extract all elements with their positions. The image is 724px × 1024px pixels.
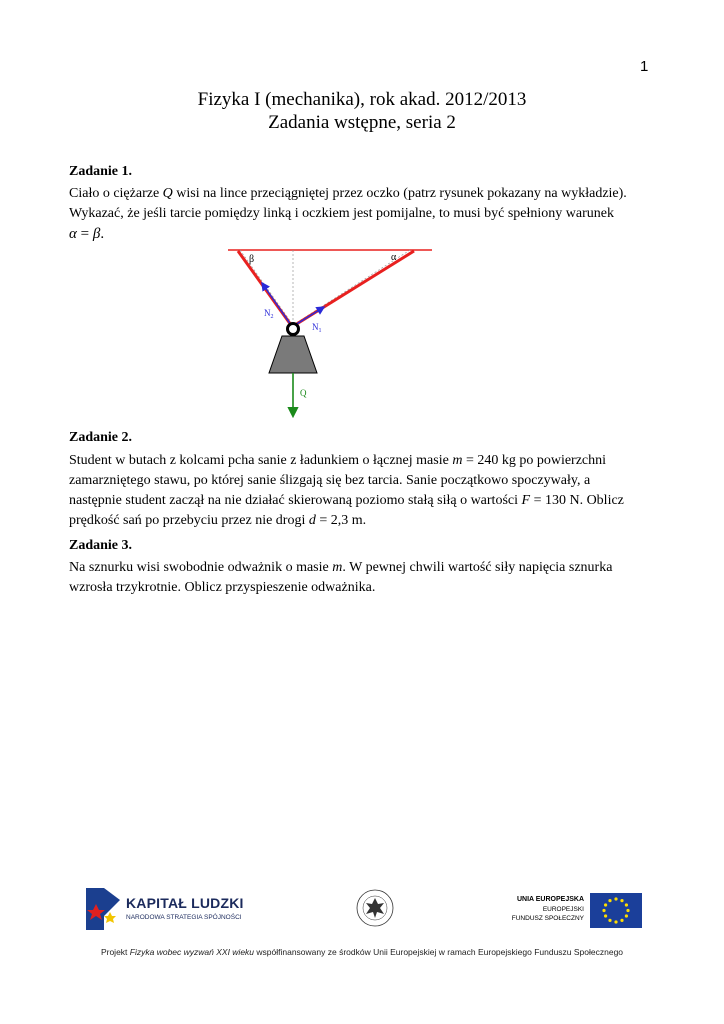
- task3-text: [69, 558, 669, 598]
- task2-line1: Student w butach z kolcami pcha sanie z ładunkiem o łącznej masie m = 240 kg po powierzchni: [69, 453, 607, 468]
- university-seal-icon: [355, 888, 395, 928]
- kl-subtitle: NARODOWA STRATEGIA SPÓJNOŚCI: [126, 914, 242, 921]
- task1-line3: α = β.: [69, 226, 105, 242]
- label-q: Q: [300, 388, 307, 398]
- task1-line2: Wykazać, że jeśli tarcie pomiędzy linką i oczkiem jest pomijalne, to musi być spełniony warunek: [69, 206, 614, 221]
- label-beta: β: [249, 254, 255, 265]
- ue-title: UNIA EUROPEJSKA: [516, 896, 584, 903]
- task3-heading: Zadanie 3.: [69, 538, 133, 553]
- task2-line3: następnie student zaczął na nie działać skierowaną poziomo stałą siłą o wartości F = 130 N. Oblicz: [69, 493, 624, 508]
- ue-line3: FUNDUSZ SPOŁECZNY: [511, 915, 584, 922]
- task2-text: [69, 451, 669, 531]
- label-alpha: α: [391, 252, 397, 263]
- force-n1-arrow: [295, 307, 324, 325]
- task1-heading: Zadanie 1.: [69, 164, 133, 179]
- task2-line4: prędkość sań po przebyciu przez nie drogi d = 2,3 m.: [69, 513, 367, 528]
- task2-line2: zamarzniętego stawu, po której sanie ślizgają się bez tarcia. Sanie początkowo spoczywały, a: [69, 473, 591, 488]
- label-n1: $N_1$: [312, 322, 322, 334]
- eyelet: [288, 324, 299, 335]
- label-n2: $N_2$: [264, 308, 274, 320]
- task1-text: [69, 184, 669, 244]
- document-title: Fizyka I (mechanika), rok akad. 2012/2013: [197, 89, 527, 110]
- document-subtitle: Zadania wstępne, seria 2: [268, 112, 456, 133]
- page-number: 1: [640, 58, 649, 75]
- kl-title: KAPITAŁ LUDZKI: [126, 895, 244, 911]
- force-n2-arrow: [262, 283, 291, 325]
- footer-note: Projekt Fizyka wobec wyzwań XXI wieku współfinansowany ze środków Unii Europejskiej w ramach Europejskiego Funduszu Społecznego: [100, 947, 624, 957]
- pulley-diagram: [220, 245, 440, 425]
- task1-line1: Ciało o ciężarze Q wisi na lince przeciągniętej przez oczko (patrz rysunek pokazany na wykładzie).: [69, 186, 627, 201]
- ue-line2: EUROPEJSKI: [542, 906, 584, 913]
- task3-line1: Na sznurku wisi swobodnie odważnik o masie m. W pewnej chwili wartość siły napięcia sznurka: [69, 560, 613, 575]
- task2-heading: Zadanie 2.: [69, 430, 133, 445]
- weight-block: [269, 336, 317, 373]
- task3-line2: wzrosła trzykrotnie. Oblicz przyspieszenie odważnika.: [69, 580, 376, 595]
- kapital-ludzki-logo: [82, 886, 124, 932]
- eu-flag-icon: [590, 893, 642, 928]
